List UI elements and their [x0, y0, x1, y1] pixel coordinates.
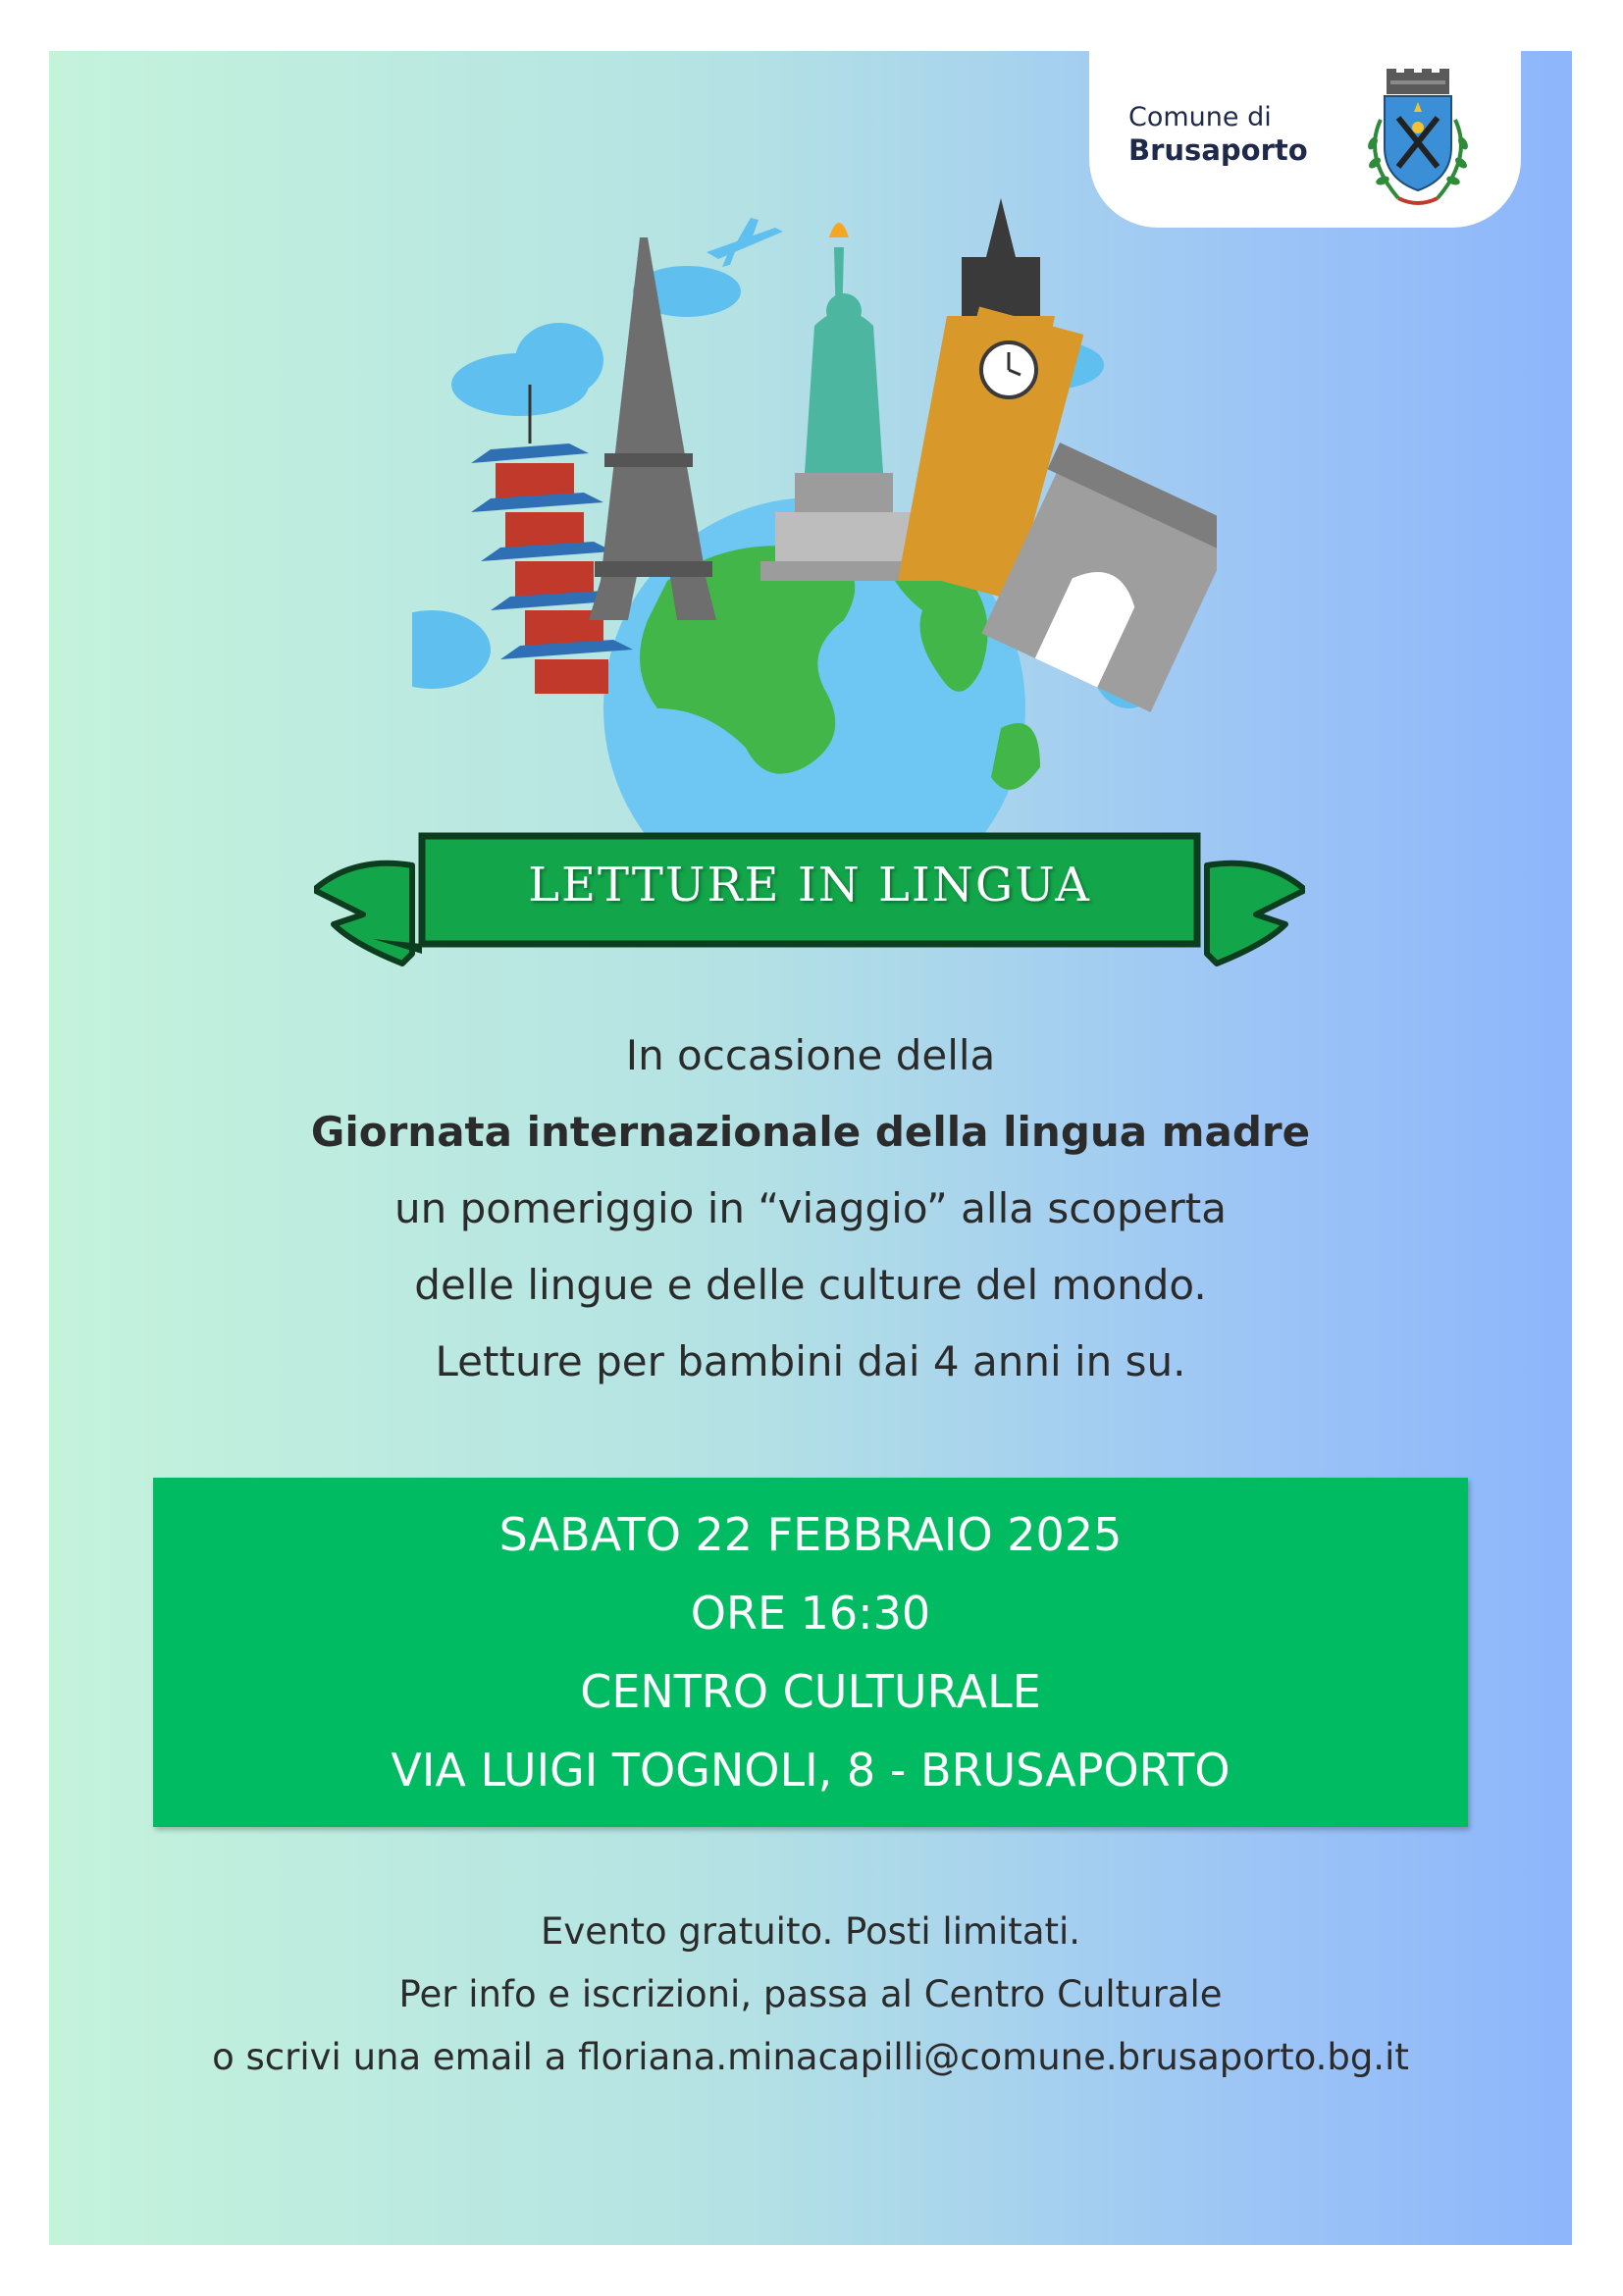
world-landmarks-illustration — [412, 159, 1217, 905]
intro-line: un pomeriggio in “viaggio” alla scoperta — [394, 1184, 1227, 1232]
event-place: CENTRO CULTURALE — [580, 1665, 1041, 1718]
footer-info — [49, 1901, 1572, 2089]
event-time: ORE 16:30 — [690, 1587, 931, 1640]
footer-email-line: o scrivi una email a floriana.minacapilli@comune.brusaporto.bg.it — [212, 2036, 1409, 2078]
poster — [49, 51, 1572, 2245]
statue-of-liberty-icon — [760, 223, 927, 581]
event-address: VIA LUIGI TOGNOLI, 8 - BRUSAPORTO — [391, 1744, 1230, 1797]
coat-of-arms-icon — [1359, 69, 1477, 214]
airplane-icon — [707, 218, 783, 267]
footer-line: Evento gratuito. Posti limitati. — [540, 1910, 1081, 1953]
intro-line: Letture per bambini dai 4 anni in su. — [435, 1337, 1186, 1385]
intro-line: delle lingue e delle culture del mondo. — [414, 1261, 1207, 1309]
event-title: LETTURE IN LINGUA — [528, 858, 1091, 913]
intro-line-highlight: Giornata internazionale della lingua madre — [310, 1108, 1311, 1156]
event-date: SABATO 22 FEBBRAIO 2025 — [498, 1508, 1123, 1561]
logo-line-brusaporto: Brusaporto — [1128, 133, 1308, 168]
intro-line: In occasione della — [625, 1031, 996, 1079]
footer-line: Per info e iscrizioni, passa al Centro Culturale — [398, 1973, 1223, 2015]
event-details-box — [153, 1478, 1468, 1827]
event-description — [49, 1018, 1572, 1400]
logo-line-comune: Comune di — [1128, 102, 1272, 132]
